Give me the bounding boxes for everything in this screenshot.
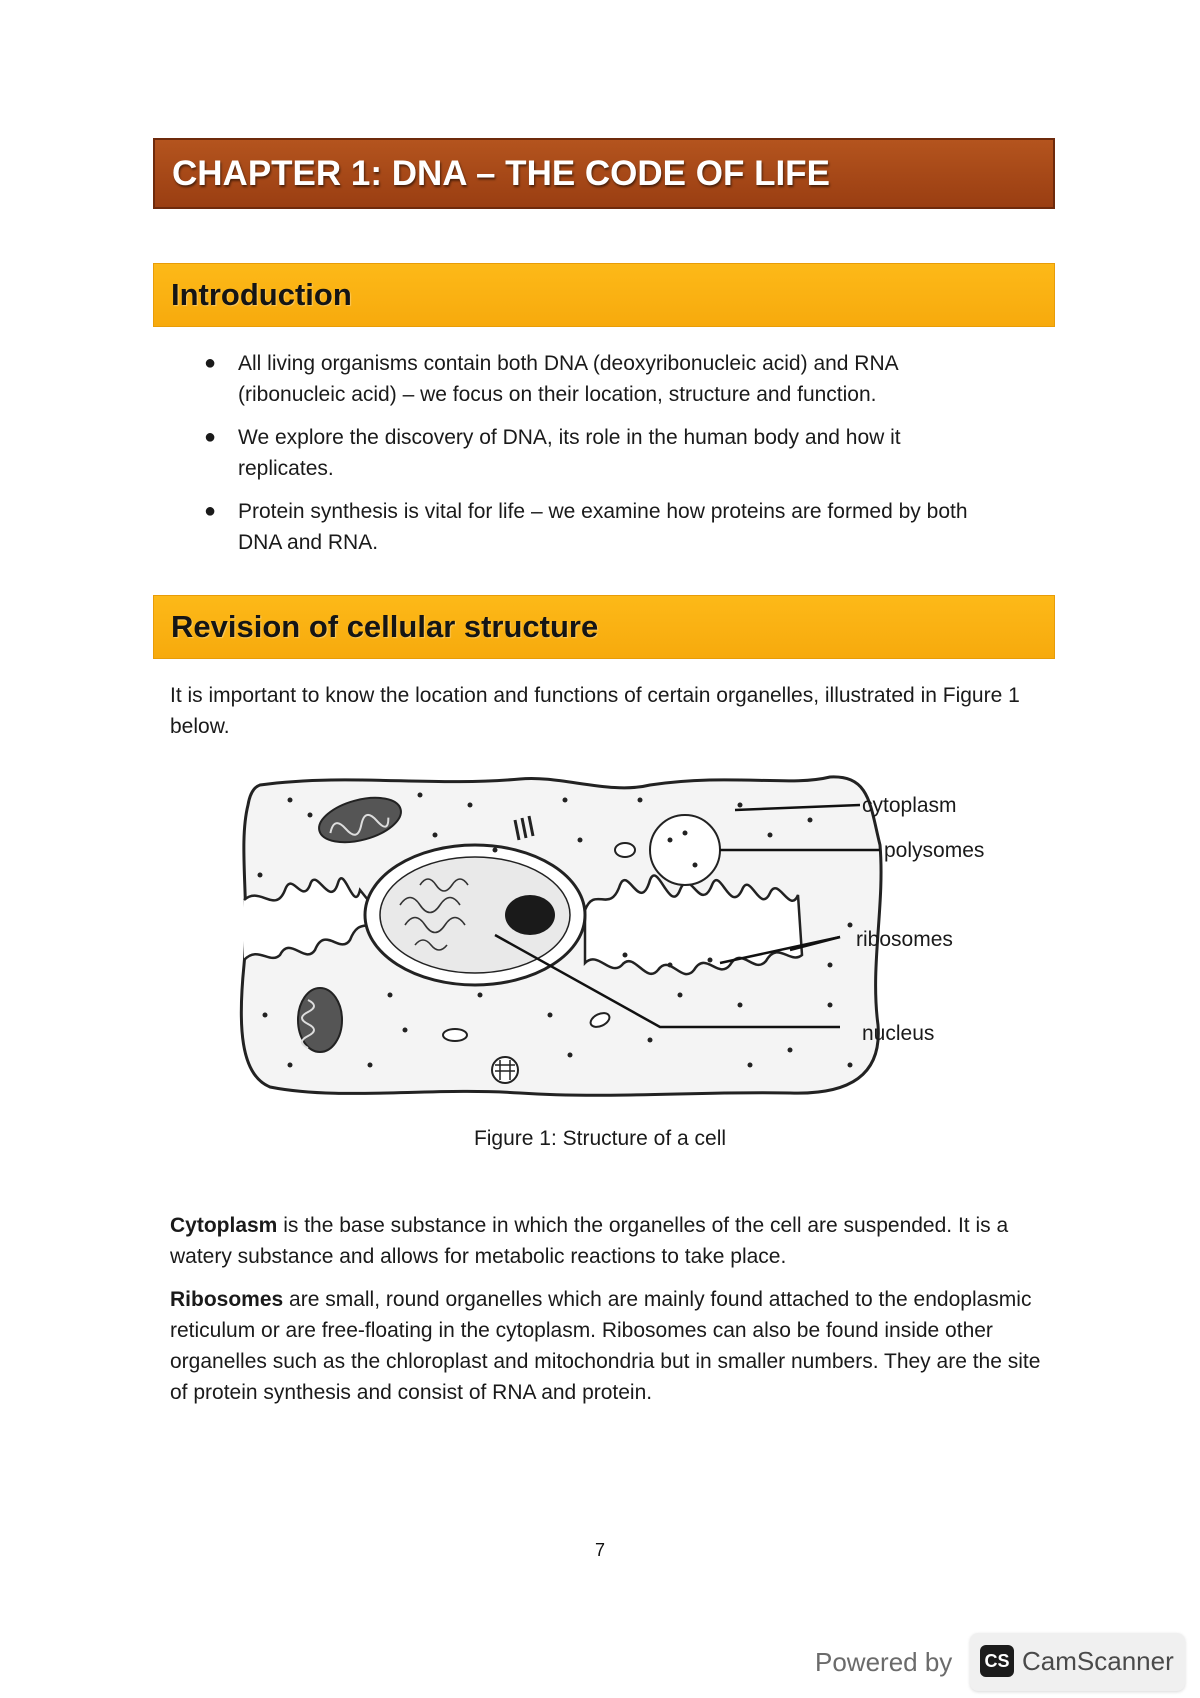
page-number: 7 [594,1540,605,1560]
bullet-icon: ● [204,500,217,522]
bullet-text: We explore the discovery of DNA, its role in the human body and how it replicates. [238,426,901,480]
figure-caption: Figure 1: Structure of a cell [473,1127,727,1150]
introduction-bullet-list [200,348,1000,570]
list-item [200,348,1000,410]
camscanner-watermark [815,1633,1195,1695]
ribosomes-paragraph [170,1284,1050,1408]
ribosomes-term: Ribosomes [170,1288,284,1311]
cell-diagram [230,765,1030,1105]
golgi-body [492,1057,518,1083]
bullet-icon: ● [204,426,217,448]
bullet-text: All living organisms contain both DNA (deoxyribonucleic acid) and RNA (ribonucleic acid) – we focus on their location, structure and function. [238,352,898,406]
camscanner-badge [970,1633,1185,1691]
polysomes-label: polysomes [884,839,985,862]
mitochondrion [298,988,342,1052]
powered-by-text: Powered by [815,1647,953,1677]
nucleolus [505,895,555,935]
cytoplasm-paragraph [170,1210,1050,1272]
revision-intro-text: It is important to know the location and functions of certain organelles, illustrated in Figure 1 below. [170,684,1020,738]
vesicle [443,1029,467,1041]
list-item [200,422,1000,484]
camscanner-logo-icon: CS [980,1645,1014,1677]
revision-heading: Revision of cellular structure [153,595,1055,659]
ribosomes-label: ribosomes [856,928,953,951]
bullet-text: Protein synthesis is vital for life – we examine how proteins are formed by both DNA and RNA. [238,500,968,554]
cytoplasm-label: cytoplasm [862,794,957,817]
camscanner-brand: CamScanner [1022,1646,1174,1676]
nucleus-label: nucleus [862,1022,935,1045]
introduction-heading: Introduction [153,263,1055,327]
cytoplasm-description: is the base substance in which the organelles of the cell are suspended. It is a watery substance and allows for metabolic reactions to take place. [170,1214,1009,1268]
list-item [200,496,1000,558]
vesicle [615,843,635,857]
bullet-icon: ● [204,352,217,374]
cytoplasm-term: Cytoplasm [170,1214,278,1237]
ribosomes-description: are small, round organelles which are mainly found attached to the endoplasmic reticulum or are free-floating in the cytoplasm. Ribosomes can also be found inside other organelles such as the chloroplast and mitochondria but in smaller numbers. They are the site of protein synthesis and consist of RNA and protein. [170,1288,1041,1404]
polysome-cluster [650,815,720,885]
chapter-title: CHAPTER 1: DNA – THE CODE OF LIFE [153,138,1055,209]
